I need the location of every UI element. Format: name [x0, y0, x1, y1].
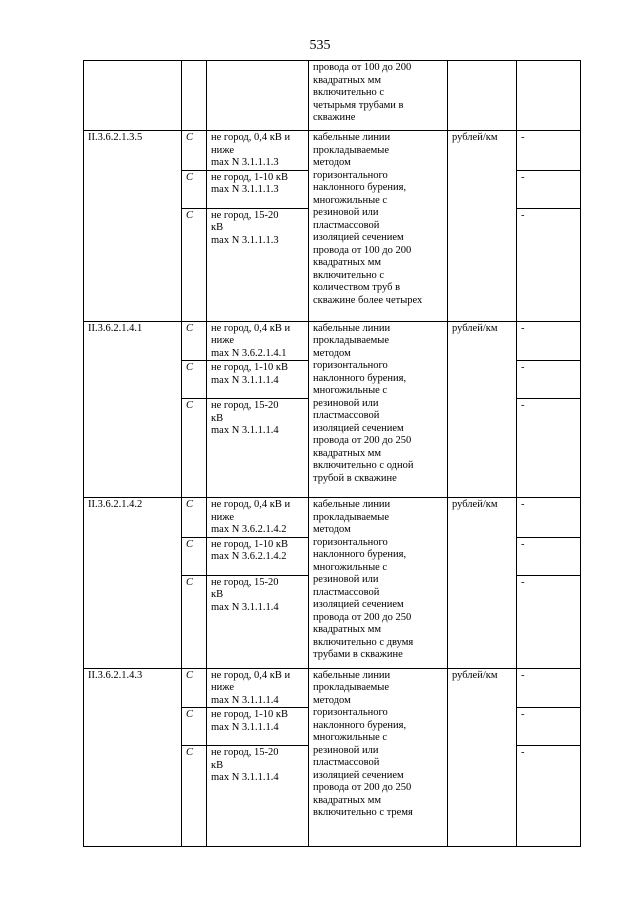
- description-line: методом: [313, 524, 351, 535]
- description-line: квадратных мм: [313, 447, 381, 459]
- description-line: многожильные с: [313, 194, 388, 206]
- unit-cell: рублей/км: [448, 498, 517, 669]
- code-cell: II.3.6.2.1.4.2: [84, 498, 182, 669]
- table-row: [84, 131, 581, 171]
- code-cell: II.3.6.2.1.4.3: [84, 668, 182, 847]
- condition-line: max N 3.1.1.1.4: [211, 772, 279, 783]
- condition-cell: [207, 708, 309, 746]
- description-line: изоляцией сечением: [313, 769, 404, 781]
- description-line: прокладываемые: [313, 682, 390, 693]
- description-line: наклонного бурения,: [313, 372, 407, 384]
- category-cell: C: [182, 321, 207, 361]
- condition-line: не город, 0,4 кВ и: [211, 499, 291, 510]
- description-line: резиновой или: [313, 744, 379, 756]
- condition-line: max N 3.6.2.1.4.1: [211, 347, 287, 359]
- category-cell: C: [182, 575, 207, 668]
- condition-cell: [207, 668, 309, 708]
- value-cell: [517, 61, 581, 131]
- tariff-table-body: [84, 61, 581, 847]
- description-cell: [309, 498, 448, 669]
- page-number: 535: [309, 38, 331, 53]
- value-cell: -: [517, 170, 581, 208]
- description-line: провода от 200 до 250: [313, 611, 412, 623]
- condition-line: не город, 1-10 кВ: [211, 709, 288, 720]
- value-cell: -: [517, 746, 581, 847]
- description-line: кабельные линии: [313, 132, 391, 143]
- description-line: горизонтального: [313, 707, 388, 718]
- description-line: провода от 200 до 250: [313, 435, 412, 446]
- category-cell: C: [182, 399, 207, 498]
- table-row: [84, 498, 581, 538]
- description-line: резиновой или: [313, 397, 379, 409]
- description-line: горизонтального: [313, 360, 388, 371]
- value-cell: -: [517, 131, 581, 171]
- description-line: провода от 100 до 200: [313, 244, 412, 256]
- condition-line: ниже: [211, 144, 235, 156]
- condition-line: max N 3.1.1.1.3: [211, 184, 279, 195]
- tariff-table: [83, 60, 581, 847]
- description-line: квадратных мм: [313, 74, 381, 86]
- description-line: включительно с: [313, 269, 385, 281]
- category-cell: C: [182, 170, 207, 208]
- value-cell: -: [517, 537, 581, 575]
- description-line: кабельные линии: [313, 669, 391, 681]
- value-cell: -: [517, 321, 581, 361]
- unit-cell: рублей/км: [448, 131, 517, 322]
- description-line: кабельные линии: [313, 499, 391, 510]
- continuation-row: [84, 61, 581, 131]
- condition-line: не город, 15-20: [211, 576, 279, 588]
- condition-line: ниже: [211, 335, 235, 346]
- value-cell: -: [517, 361, 581, 399]
- code-cell: [84, 61, 182, 131]
- condition-line: не город, 15-20: [211, 209, 279, 221]
- value-cell: -: [517, 498, 581, 538]
- description-line: наклонного бурения,: [313, 719, 407, 731]
- condition-line: не город, 1-10 кВ: [211, 538, 288, 550]
- condition-cell: [207, 321, 309, 361]
- condition-line: max N 3.6.2.1.4.2: [211, 524, 287, 535]
- condition-cell: [207, 61, 309, 131]
- condition-line: max N 3.6.2.1.4.2: [211, 551, 287, 562]
- description-line: горизонтального: [313, 169, 388, 181]
- value-cell: -: [517, 399, 581, 498]
- description-line: методом: [313, 347, 351, 359]
- category-cell: C: [182, 498, 207, 538]
- value-cell: -: [517, 668, 581, 708]
- condition-cell: [207, 170, 309, 208]
- description-line: скважине: [313, 112, 356, 123]
- description-line: изоляцией сечением: [313, 422, 404, 434]
- description-line: включительно с двумя: [313, 636, 414, 648]
- condition-cell: [207, 399, 309, 498]
- description-line: прокладываемые: [313, 144, 390, 156]
- description-line: методом: [313, 694, 351, 706]
- description-line: квадратных мм: [313, 624, 381, 635]
- condition-line: max N 3.1.1.1.4: [211, 374, 279, 386]
- description-line: пластмассовой: [313, 586, 380, 598]
- description-line: многожильные с: [313, 385, 388, 396]
- condition-cell: [207, 498, 309, 538]
- category-cell: C: [182, 708, 207, 746]
- category-cell: C: [182, 537, 207, 575]
- unit-cell: рублей/км: [448, 321, 517, 498]
- description-cell: [309, 668, 448, 847]
- description-line: скважине более четырех: [313, 294, 423, 306]
- condition-cell: [207, 131, 309, 171]
- condition-cell: [207, 208, 309, 321]
- code-cell: II.3.6.2.1.3.5: [84, 131, 182, 322]
- description-line: трубами в скважине: [313, 649, 403, 660]
- description-line: изоляцией сечением: [313, 232, 404, 243]
- description-line: трубой в скважине: [313, 472, 397, 484]
- condition-line: max N 3.1.1.1.4: [211, 721, 279, 733]
- condition-line: ниже: [211, 511, 235, 523]
- description-line: многожильные с: [313, 561, 388, 573]
- value-cell: -: [517, 208, 581, 321]
- description-line: квадратных мм: [313, 257, 381, 268]
- condition-cell: [207, 746, 309, 847]
- condition-line: не город, 1-10 кВ: [211, 362, 288, 373]
- description-line: количеством труб в: [313, 282, 401, 293]
- condition-line: не город, 0,4 кВ и: [211, 132, 291, 143]
- condition-cell: [207, 537, 309, 575]
- description-line: наклонного бурения,: [313, 182, 407, 193]
- condition-line: ниже: [211, 682, 235, 693]
- description-line: резиновой или: [313, 574, 379, 585]
- description-line: пластмассовой: [313, 757, 380, 768]
- description-line: кабельные линии: [313, 322, 391, 334]
- condition-line: не город, 0,4 кВ и: [211, 669, 291, 681]
- description-line: прокладываемые: [313, 335, 390, 346]
- table-row: [84, 668, 581, 708]
- unit-cell: рублей/км: [448, 668, 517, 847]
- condition-line: кВ: [211, 759, 224, 771]
- description-line: многожильные с: [313, 732, 388, 743]
- condition-line: не город, 0,4 кВ и: [211, 322, 291, 334]
- condition-line: кВ: [211, 589, 224, 600]
- category-cell: C: [182, 131, 207, 171]
- description-cell: [309, 61, 448, 131]
- description-line: наклонного бурения,: [313, 549, 407, 560]
- description-line: прокладываемые: [313, 511, 390, 523]
- code-cell: II.3.6.2.1.4.1: [84, 321, 182, 498]
- condition-line: max N 3.1.1.1.4: [211, 425, 279, 436]
- category-cell: [182, 61, 207, 131]
- description-line: включительно с: [313, 87, 385, 98]
- description-line: пластмассовой: [313, 219, 380, 231]
- description-line: четырьмя трубами в: [313, 99, 404, 111]
- description-line: квадратных мм: [313, 794, 381, 806]
- description-cell: [309, 321, 448, 498]
- condition-line: max N 3.1.1.1.3: [211, 234, 279, 246]
- unit-cell: [448, 61, 517, 131]
- condition-line: кВ: [211, 412, 224, 424]
- condition-line: не город, 1-10 кВ: [211, 171, 288, 183]
- condition-line: не город, 15-20: [211, 400, 279, 411]
- description-line: включительно с тремя: [313, 807, 413, 818]
- condition-cell: [207, 575, 309, 668]
- description-line: провода от 200 до 250: [313, 782, 412, 793]
- condition-line: max N 3.1.1.1.4: [211, 601, 279, 613]
- value-cell: -: [517, 575, 581, 668]
- description-line: методом: [313, 157, 351, 168]
- category-cell: C: [182, 208, 207, 321]
- category-cell: C: [182, 361, 207, 399]
- table-row: [84, 321, 581, 361]
- category-cell: C: [182, 746, 207, 847]
- description-line: изоляцией сечением: [313, 599, 404, 610]
- description-cell: [309, 131, 448, 322]
- description-line: провода от 100 до 200: [313, 62, 412, 73]
- description-line: пластмассовой: [313, 410, 380, 421]
- condition-cell: [207, 361, 309, 399]
- condition-line: max N 3.1.1.1.3: [211, 157, 279, 168]
- description-line: включительно с одной: [313, 460, 414, 471]
- condition-line: кВ: [211, 222, 224, 233]
- description-line: горизонтального: [313, 536, 388, 548]
- description-line: резиновой или: [313, 207, 379, 218]
- value-cell: -: [517, 708, 581, 746]
- condition-line: не город, 15-20: [211, 747, 279, 758]
- category-cell: C: [182, 668, 207, 708]
- condition-line: max N 3.1.1.1.4: [211, 694, 279, 706]
